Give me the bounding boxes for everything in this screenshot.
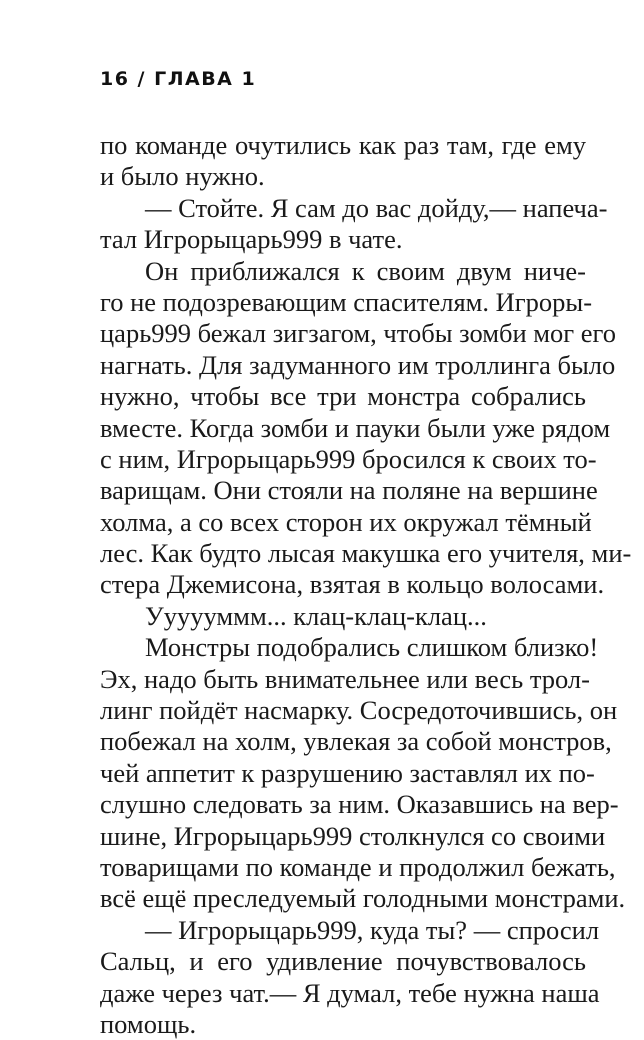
text-line: Монстры подобрались слишком близко! <box>145 632 599 663</box>
text-line: даже через чат.— Я думал, тебе нужна наша <box>100 977 600 1008</box>
running-head: 16 / ГЛАВА 1 <box>100 68 257 90</box>
text-line: с ним, Игрорыцарь999 бросился к своих то- <box>100 443 597 474</box>
text-line: Он приближался к своим двум ниче- <box>145 255 586 286</box>
body-text <box>100 130 632 1040</box>
text-line: чей аппетит к разрушению заставлял их по- <box>100 757 595 788</box>
text-line: Сальц, и его удивление почувствовалось <box>100 946 586 977</box>
text-line: по команде очутились как раз там, где ему <box>100 130 586 160</box>
text-line: холма, а со всех сторон их окружал тёмный <box>100 506 592 537</box>
text-line: царь999 бежал зигзагом, чтобы зомби мог его <box>100 318 616 349</box>
text-line: Эх, надо быть внимательнее или весь трол- <box>100 663 590 694</box>
text-line: — Стойте. Я сам до вас дойду,— напеча- <box>145 192 608 223</box>
text-line: стера Джемисона, взятая в кольцо волосами. <box>100 569 605 600</box>
text-line: всё ещё преследуемый голодными монстрами. <box>100 883 626 914</box>
text-line: нагнать. Для задуманного им троллинга было <box>100 349 616 380</box>
text-line: и было нужно. <box>100 161 265 192</box>
text-line: вместе. Когда зомби и пауки были уже рядом <box>100 412 611 443</box>
text-line: го не подозревающим спасителям. Игроры- <box>100 286 593 317</box>
text-line: нужно, чтобы все три монстра собрались <box>100 381 586 412</box>
text-line: помощь. <box>100 1008 197 1039</box>
text-line: побежал на холм, увлекая за собой монстров, <box>100 726 612 757</box>
text-line: шине, Игрорыцарь999 столкнулся со своими <box>100 820 606 851</box>
text-line: товарищами по команде и продолжил бежать, <box>100 851 616 882</box>
text-line: — Игрорыцарь999, куда ты? — спросил <box>145 914 600 945</box>
text-line: тал Игрорыцарь999 в чате. <box>100 224 403 255</box>
text-line: линг пойдёт насмарку. Сосредоточившись, он <box>100 695 618 726</box>
text-line: варищам. Они стояли на поляне на вершине <box>100 475 598 506</box>
text-line: Уууууммм... клац-клац-клац... <box>145 600 487 631</box>
text-line: лес. Как будто лысая макушка его учителя, ми- <box>100 538 632 569</box>
text-line: слушно следовать за ним. Оказавшись на вер- <box>100 789 619 820</box>
